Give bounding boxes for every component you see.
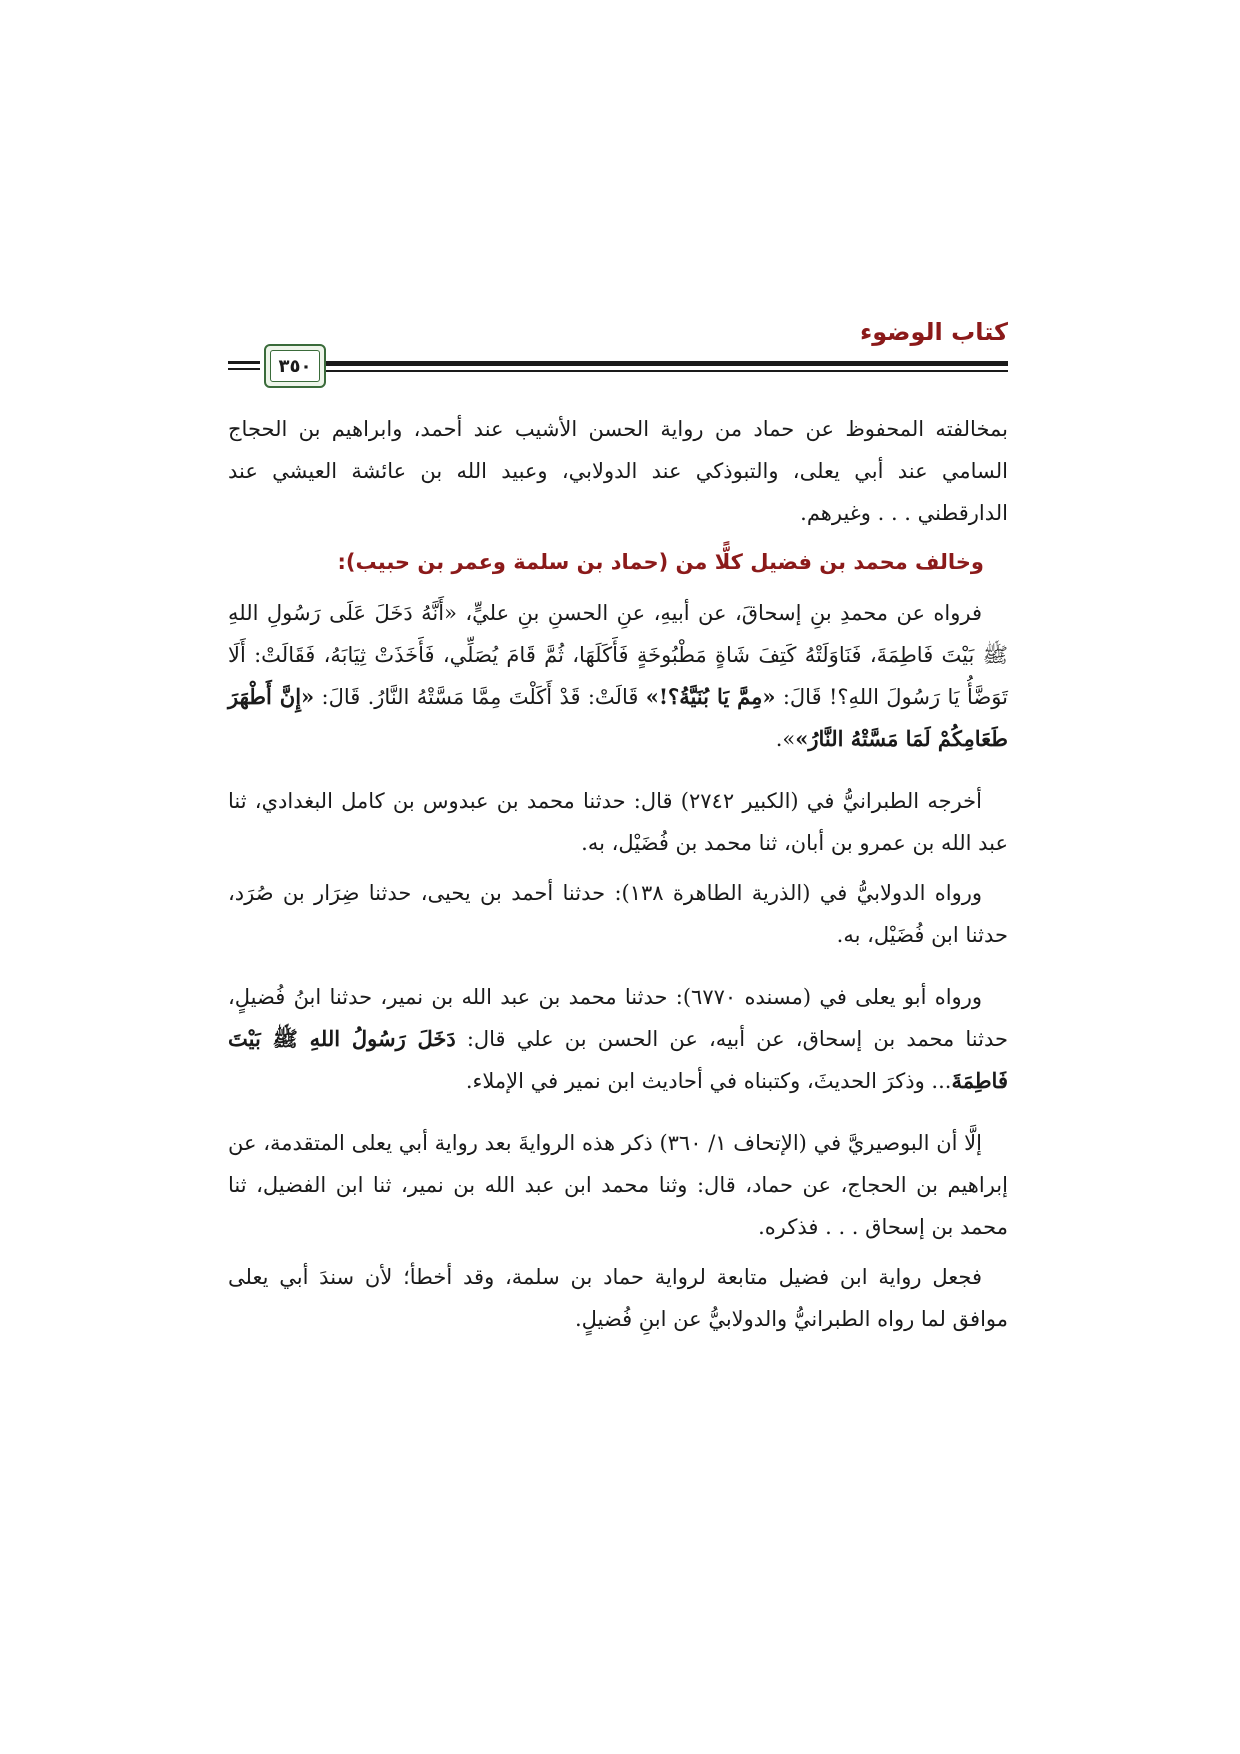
page-number: ٣٥٠ xyxy=(270,350,320,382)
paragraph-7: فجعل رواية ابن فضيل متابعة لرواية حماد بن سلمة، وقد أخطأ؛ لأن سندَ أبي يعلى موافق لما رواه الطبرانيُّ والدولابيُّ عن ابنِ فُضيلٍ. xyxy=(228,1265,1008,1331)
p5-text-cont: ... وذكرَ الحديثَ، وكتبناه في أحاديث ابن نمير في الإملاء. xyxy=(465,1069,952,1093)
paragraph-1: بمخالفته المحفوظ عن حماد من رواية الحسن الأشيب عند أحمد، وابراهيم بن الحجاج السامي عند أبي يعلى، والتبوذكي عند الدولابي، وعبيد الله بن عائشة العيشي عند الدارقطني . . . وغيرهم. xyxy=(228,417,1008,525)
paragraph-6: إلَّا أن البوصيريَّ في (الإتحاف ١/ ٣٦٠) ذكر هذه الروايةَ بعد رواية أبي يعلى المتقدمة، عن إبراهيم بن الحجاج، عن حماد، قال: وثنا محمد ابن عبد الله بن نمير، ثنا ابن الفضيل، ثنا محمد بن إسحاق . . . فذكره. xyxy=(228,1131,1008,1239)
hadith-text-cont: قَالَتْ: قَدْ أَكَلْتَ مِمَّا مَسَّتْهُ النَّارُ. قَالَ: xyxy=(321,685,639,709)
page-header xyxy=(228,318,1008,388)
header-rule-left xyxy=(228,361,260,364)
book-title: كتاب الوضوء xyxy=(859,318,1008,346)
header-rule-thin xyxy=(323,370,1008,372)
hadith-question: «مِمَّ يَا بُنَيَّةُ؟!» xyxy=(645,684,776,709)
hadith-close: ». xyxy=(775,727,796,751)
paragraph-4: ورواه الدولابيُّ في (الذرية الطاهرة ١٣٨): حدثنا أحمد بن يحيى، حدثنا ضِرَار بن صُرَد، حدثنا ابن فُضَيْل، به. xyxy=(228,881,1008,947)
hadith-text: فرواه عن محمدِ بنِ إسحاقَ، عن أبيهِ، عنِ الحسنِ بنِ عليٍّ، «أَنَّهُ دَخَلَ عَلَى رَسُولِ اللهِ ﷺ بَيْتَ فَاطِمَةَ، فَنَاوَلَتْهُ كَتِفَ شَاةٍ مَطْبُوخَةٍ فَأَكَلَهَا، ثُمَّ قَامَ يُصَلِّي، فَأَخَذَتْ ثِيَابَهُ، فَقَالَتْ: أَلَا تَوَضَّأُ يَا رَسُولَ اللهِ؟! قَالَ: xyxy=(228,601,1008,709)
page-number-badge xyxy=(264,344,326,388)
section-subheading: وخالف محمد بن فضيل كلًّا من (حماد بن سلمة وعمر بن حبيب): xyxy=(337,550,984,574)
header-rule-thick xyxy=(323,361,1008,366)
hadith-answer: «إِنَّ أَطْهَرَ طَعَامِكُمْ لَمَا مَسَّتْهُ النَّارُ» xyxy=(228,684,1008,751)
header-rule-left-thin xyxy=(228,368,260,370)
paragraph-5 xyxy=(228,976,1008,1102)
p5-text: ورواه أبو يعلى في (مسنده ٦٧٧٠): حدثنا محمد بن عبد الله بن نمير، حدثنا ابنُ فُضيلٍ، حدثنا محمد بن إسحاق، عن أبيه، عن الحسن بن علي قال: xyxy=(228,985,1008,1051)
paragraph-2 xyxy=(228,592,1008,760)
p5-hadith: دَخَلَ رَسُولُ اللهِ ﷺ بَيْتَ فَاطِمَةَ xyxy=(228,1026,1008,1093)
main-text xyxy=(228,408,1008,1348)
paragraph-3: أخرجه الطبرانيُّ في (الكبير ٢٧٤٢) قال: حدثنا محمد بن عبدوس بن كامل البغدادي، ثنا عبد الله بن عمرو بن أبان، ثنا محمد بن فُضَيْل، به. xyxy=(228,789,1008,855)
